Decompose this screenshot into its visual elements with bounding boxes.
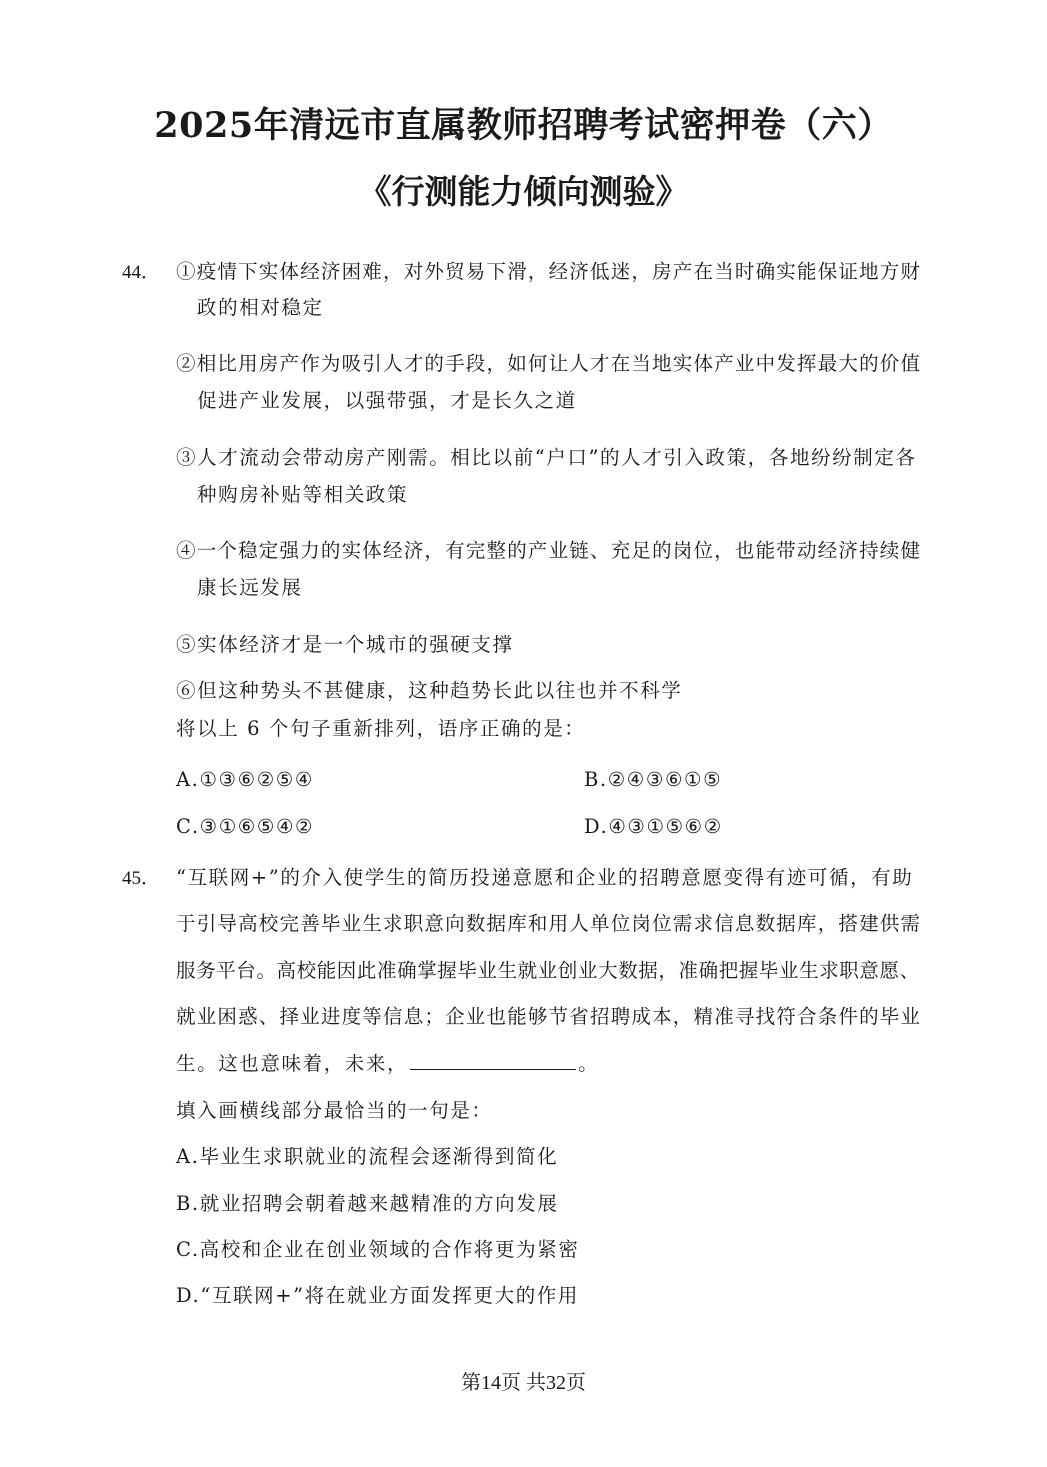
q44-prompt: 将以上 6 个句子重新排列，语序正确的是： <box>176 717 586 740</box>
q44-sentence-3-line-2: 种购房补贴等相关政策 <box>197 483 409 506</box>
q44-sentence-4-line-1: ④一个稳定强力的实体经济，有完整的产业链、充足的岗位，也能带动经济持续健 <box>176 539 922 562</box>
q44-option-a[interactable]: A.①③⑥②⑤④ <box>176 768 314 791</box>
q45-passage-line-3: 服务平台。高校能因此准确掌握毕业生就业创业大数据，准确把握毕业生求职意愿、 <box>176 959 920 982</box>
q44-sentence-4-line-2: 康长远发展 <box>197 576 303 599</box>
q45-line-5-end: 。 <box>578 1052 600 1075</box>
document-title: 2025年清远市直属教师招聘考试密押卷（六） <box>154 105 893 146</box>
q45-option-b[interactable]: B.就业招聘会朝着越来越精准的方向发展 <box>176 1192 559 1215</box>
q44-sentence-2-line-1: ②相比用房产作为吸引人才的手段，如何让人才在当地实体产业中发挥最大的价值 <box>176 352 922 375</box>
q44-option-d[interactable]: D.④③①⑤⑥② <box>584 815 723 838</box>
page-number-footer: 第14页 共32页 <box>461 1372 586 1394</box>
q44-option-c[interactable]: C.③①⑥⑤④② <box>176 815 315 838</box>
document-subtitle: 《行测能力倾向测验》 <box>358 172 689 211</box>
q44-sentence-1-line-2: 政的相对稳定 <box>197 296 324 319</box>
q45-passage-line-1: “互联网+”的介入使学生的简历投递意愿和企业的招聘意愿变得有迹可循，有助 <box>176 866 914 889</box>
q45-option-c[interactable]: C.高校和企业在创业领域的合作将更为紧密 <box>176 1238 580 1261</box>
q45-passage-line-2: 于引导高校完善毕业生求职意向数据库和用人单位岗位需求信息数据库，搭建供需 <box>176 912 922 935</box>
q45-passage-line-5 <box>176 1048 599 1076</box>
q45-prompt: 填入画横线部分最恰当的一句是： <box>176 1099 493 1122</box>
q45-option-a[interactable]: A.毕业生求职就业的流程会逐渐得到简化 <box>176 1145 559 1168</box>
question-45-number: 45． <box>122 868 161 889</box>
q44-sentence-2-line-2: 促进产业发展，以强带强，才是长久之道 <box>197 389 577 412</box>
q44-sentence-1-line-1: ①疫情下实体经济困难，对外贸易下滑，经济低迷，房产在当时确实能保证地方财 <box>176 260 922 283</box>
q45-option-d[interactable]: D.“互联网+”将在就业方面发挥更大的作用 <box>176 1284 580 1307</box>
q44-sentence-6: ⑥但这种势头不甚健康，这种趋势长此以往也并不科学 <box>176 679 683 702</box>
q45-line-5-start: 生。这也意味着，未来， <box>176 1052 409 1075</box>
answer-blank <box>410 1051 576 1070</box>
question-44-number: 44． <box>122 262 161 283</box>
q44-sentence-3-line-1: ③人才流动会带动房产刚需。相比以前“户口”的人才引入政策，各地纷纷制定各 <box>176 446 917 469</box>
q44-sentence-5: ⑤实体经济才是一个城市的强硬支撑 <box>176 633 514 656</box>
q45-passage-line-4: 就业困惑、择业进度等信息；企业也能够节省招聘成本，精准寻找符合条件的毕业 <box>176 1005 922 1028</box>
q44-option-b[interactable]: B.②④③⑥①⑤ <box>584 768 723 791</box>
